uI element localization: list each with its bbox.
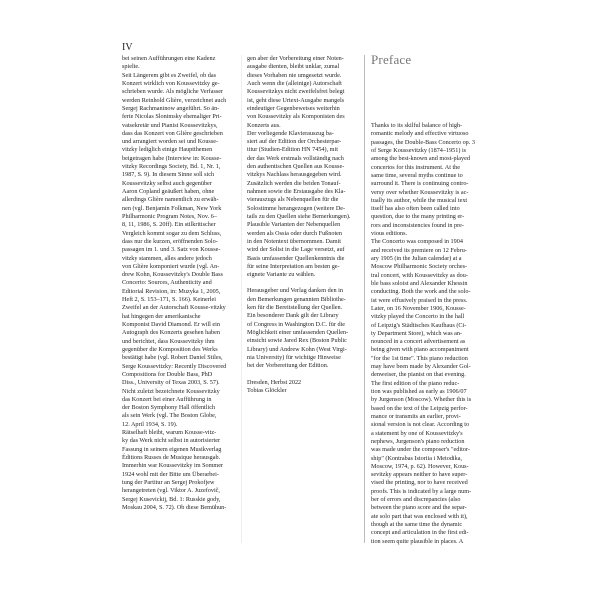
text-line: für seine Interpretation am besten ge- bbox=[247, 262, 340, 270]
text-line: nia University) für wichtige Hinweise bbox=[247, 353, 341, 361]
text-line: and received its premiere on 12 Febru- bbox=[371, 246, 467, 254]
text-line: Herausgeber und Verlag danken den in bbox=[247, 287, 343, 295]
text-line: tral concert, with Koussevitzky as dou- bbox=[371, 271, 468, 279]
text-line: ausgabe dienten, bleibt unklar, zumal bbox=[247, 63, 340, 71]
text-line: was made under the composer's "editor- bbox=[371, 446, 470, 454]
text-line: same time, several myths continue to bbox=[371, 171, 463, 179]
text-line: das Konzert bei einer Aufführung in bbox=[122, 395, 212, 403]
text-line: ble bass soloist and Alexander Khessin bbox=[371, 279, 468, 287]
text-line: Later, on 16 November 1906, Kousse- bbox=[371, 304, 466, 312]
text-line: Heft 2, S. 153–171, S. 166). Keinerlei bbox=[122, 296, 217, 304]
text-line: von Glière komponiert wurde (vgl. An- bbox=[122, 262, 220, 270]
text-line: 1987, S. 9). In diesem Sinne soll sich bbox=[122, 171, 215, 179]
text-line: nephews, Jurgenson's piano reduction bbox=[371, 437, 465, 445]
language-divider bbox=[364, 55, 365, 543]
text-line: dass das Konzert von Glière geschrieben bbox=[122, 129, 223, 137]
text-line: sevitzky appears neither to have super- bbox=[371, 471, 468, 479]
text-line: der Boston Symphony Hall öffentlich bbox=[122, 404, 216, 412]
text-line: Thanks to its skilful balance of high- bbox=[371, 122, 463, 129]
text-line: Zweifel an der Autorschaft Kousse-vitzky bbox=[122, 304, 226, 312]
text-line: Philharmonic Program Notes, Nov. 6– bbox=[122, 212, 217, 220]
text-line: Library) und Andrew Kohn (West Virgi- bbox=[247, 345, 347, 353]
text-line: vitzky Recordings Society, Bd. 1, Nr. 1, bbox=[122, 163, 221, 171]
preface-title: Preface bbox=[371, 52, 412, 67]
text-line: tion seem quite plausible in places. A bbox=[371, 537, 464, 545]
text-line: surround it. There is continuing contro- bbox=[371, 180, 469, 188]
text-line: ken für die Bereitstellung der Quellen. bbox=[247, 304, 343, 312]
text-line: titur (Studien-Edition HN 7454), mit bbox=[247, 146, 338, 154]
text-line: may have been made by Alexander Gol- bbox=[371, 363, 471, 371]
text-line: Moscow, 1974, p. 62). However, Kous- bbox=[371, 462, 469, 470]
text-line: werden Reinhold Glière, verzeichnet auch bbox=[122, 96, 227, 104]
text-line: Seit Längerem gibt es Zweifel, ob das bbox=[122, 71, 216, 79]
text-line: ber of errors and discrepancies (also bbox=[371, 496, 461, 504]
text-line: sional version is not clear. According to bbox=[371, 421, 470, 429]
text-line: vitzky played the Concerto in the hall bbox=[371, 313, 465, 321]
text-line: ist were effusively praised in the press. bbox=[371, 296, 468, 304]
text-line: dass nur die kurzen, eröffnenden Solo- bbox=[122, 237, 218, 245]
text-line: Sergej Kusevickij, Bd. 1: Russkie gody, bbox=[122, 495, 221, 503]
text-line: concertos for this instrument. At the bbox=[371, 163, 461, 171]
text-line: Basis umfassender Quellenkenntnis die bbox=[247, 254, 345, 262]
text-line: passages, the Double-Bass Concerto op. 3 bbox=[371, 138, 475, 146]
text-line: ist, geht diese Urtext-Ausgabe mangels bbox=[247, 96, 345, 104]
text-line: bei seinen Aufführungen eine Kadenz bbox=[122, 55, 216, 62]
text-line: beigetragen habe (Interview in: Kousse- bbox=[122, 154, 222, 162]
text-line: Tobias Glöckler bbox=[247, 386, 287, 394]
text-line: Sergej Rachmaninow angeführt. So än- bbox=[122, 104, 220, 112]
text-line: 1924 wohl mit der Bitte um Überarbei- bbox=[122, 470, 219, 478]
text-line: by Jurgenson (Moscow). Whether this is bbox=[371, 396, 472, 404]
text-line: Moskau 2004, S. 72). Ob diese Bemühun- bbox=[122, 503, 227, 511]
text-line: Moscow Philharmonic Society orches- bbox=[371, 263, 468, 271]
text-line: concept and articulation in the first edi- bbox=[371, 529, 469, 537]
german-column-2 bbox=[247, 55, 361, 395]
text-line: of Leipzig's Städtisches Kaufhaus (Ci- bbox=[371, 321, 467, 329]
text-line: 8, 11, 1986, S. 20ff). Ein stilkritischer bbox=[122, 221, 216, 229]
text-line: wird der Solist in die Lage versetzt, auf bbox=[247, 246, 345, 254]
text-line: Autograph des Konzerts gesehen haben bbox=[122, 329, 220, 337]
text-line: ate solo part that was enclosed with it), bbox=[371, 512, 468, 520]
text-line: vious editions. bbox=[371, 230, 408, 238]
text-line: nounced in a concert advertisement as bbox=[371, 338, 466, 346]
text-line: bestätigt habe (vgl. Robert Daniel Stiles, bbox=[122, 354, 223, 362]
text-line: "for the 1st time". This piano reduction bbox=[371, 354, 468, 362]
text-line: being given with piano accompaniment bbox=[371, 346, 469, 354]
text-line: und arrangiert worden sei und Kousse- bbox=[122, 138, 219, 146]
text-line: Konzert wirklich von Koussevitzky ge- bbox=[122, 79, 220, 87]
text-line: Compositions for Double Bass, PhD bbox=[122, 370, 213, 378]
text-line: Möglichkeit einer umfassenden Quellen- bbox=[247, 329, 349, 336]
text-line: Zusätzlich werden die beiden Tonauf- bbox=[247, 179, 341, 187]
column-divider bbox=[241, 55, 242, 543]
text-line: Diss., University of Texas 2003, S. 57). bbox=[122, 379, 220, 387]
text-line: mance or transmits an earlier, provi- bbox=[371, 412, 461, 420]
text-line: allerdings Glière namentlich zu erwäh- bbox=[122, 196, 219, 204]
text-line: Immerhin war Koussevitzky im Sommer bbox=[122, 462, 224, 470]
text-line: gen aber der Vorbereitung einer Noten- bbox=[247, 55, 344, 62]
text-line: einsicht sowie Jared Rex (Boston Public bbox=[247, 337, 347, 345]
text-line: The Concerto was composed in 1904 bbox=[371, 238, 463, 246]
text-line: ary 1905 (in the Julian calendar) at a bbox=[371, 255, 462, 262]
text-line: tually its author, while the musical text bbox=[371, 196, 468, 204]
text-line: ferte Nicolas Slonimsky ehemaliger Pri- bbox=[122, 113, 222, 121]
text-line: Fassung in seinem eigenen Musikverlag bbox=[122, 445, 222, 453]
text-line: in den Notentext übernommen. Damit bbox=[247, 237, 341, 245]
text-line: den authentischen Quellen aus Kousse- bbox=[247, 163, 345, 171]
text-line: vised the printing, nor to have received bbox=[371, 479, 468, 487]
text-line: romantic melody and effective virtuoso bbox=[371, 130, 469, 138]
text-line: tails zu den Quellen siehe Bemerkungen). bbox=[247, 212, 351, 220]
text-line: Aaron Copland geäußert haben, ohne bbox=[122, 188, 215, 195]
text-line: 12. April 1934, S. 19). bbox=[122, 420, 178, 428]
text-line: Auch wenn die (alleinige) Autorschaft bbox=[247, 79, 342, 87]
text-line: nen (vgl. Benjamin Folkman, New York bbox=[122, 204, 222, 212]
text-line: spielte. bbox=[122, 63, 140, 71]
text-line: ky das Werk nicht selbst in autorisierter bbox=[122, 437, 221, 445]
text-line: vierauszugs als Nebenquellen für die bbox=[247, 196, 339, 204]
text-line: Vergleich kommt sogar zu dem Schluss, bbox=[122, 229, 222, 237]
text-line: und berichtet, dass Koussevitzky ihm bbox=[122, 337, 215, 345]
text-line: hat hingegen der amerikanische bbox=[122, 312, 201, 320]
text-line: schrieben wurde. Als mögliche Verfasser bbox=[122, 88, 224, 96]
text-line: Solostimme herangezogen (weitere De- bbox=[247, 204, 346, 212]
text-line: Editorial Revision, in: Muzyka 1, 2005, bbox=[122, 287, 221, 295]
text-line: among the best-known and most-played bbox=[371, 155, 470, 163]
paragraph-gap bbox=[247, 279, 361, 287]
text-line: Ein besonderer Dank gilt der Library bbox=[247, 312, 339, 320]
text-line: tion was published as early as 1906/07 bbox=[371, 388, 467, 395]
text-line: vitzky stammen, alles andere jedoch bbox=[122, 254, 212, 262]
text-line: werden als Ossia oder durch Fußnoten bbox=[247, 229, 343, 237]
text-line: Konzerts aus. bbox=[247, 121, 281, 129]
text-line: Der vorliegende Klavierauszug ba- bbox=[247, 129, 334, 137]
text-line: a statement by one of Koussevitzky's bbox=[371, 429, 463, 437]
text-line: based on the text of the Leipzig perfor- bbox=[371, 404, 468, 412]
german-column-1 bbox=[122, 55, 236, 512]
text-line: eignete Variante zu wählen. bbox=[247, 271, 316, 279]
text-line: proofs. This is indicated by a large num- bbox=[371, 487, 472, 495]
text-line: drew Kohn, Koussevitzky's Double Bass bbox=[122, 271, 223, 279]
text-line: siert auf der Edition der Orchesterpar- bbox=[247, 138, 342, 146]
text-line: Serge Koussevitzky: Recently Discovered bbox=[122, 362, 227, 370]
page-number: IV bbox=[122, 42, 133, 53]
text-line: versy over whether Koussevitzky is ac- bbox=[371, 188, 469, 196]
paragraph-gap bbox=[247, 371, 361, 379]
text-line: vitzky lediglich einige Hauptthemen bbox=[122, 146, 213, 154]
text-line: question, due to the many printing er- bbox=[371, 213, 465, 221]
text-line: Koussevitzky selbst auch gegenüber bbox=[122, 179, 212, 187]
text-line: Éditions Russes de Musique herausgab. bbox=[122, 454, 221, 461]
text-line: gegenüber die Komposition des Werks bbox=[122, 345, 218, 353]
text-line: of Serge Koussevitzky (1874–1951) is bbox=[371, 146, 467, 154]
text-line: vatsekretär und Pianist Koussevitzkys, bbox=[122, 121, 218, 129]
text-line: Plausible Varianten der Nebenquellen bbox=[247, 221, 341, 229]
text-line: Nicht zuletzt bezeichnete Koussevitzky bbox=[122, 387, 220, 395]
text-line: vitzkys Nachlass herausgegeben wird. bbox=[247, 171, 342, 179]
english-column bbox=[371, 122, 481, 546]
text-line: Dresden, Herbst 2022 bbox=[247, 378, 302, 386]
text-line: itself has also often been called into bbox=[371, 205, 460, 213]
text-line: eindeutiger Gegenbeweises weiterhin bbox=[247, 104, 340, 112]
text-line: den Bemerkungen genannten Bibliothe- bbox=[247, 295, 346, 303]
text-line: between the piano score and the separ- bbox=[371, 504, 467, 512]
text-line: Concerto: Sources, Authenticity and bbox=[122, 279, 212, 287]
text-line: The first edition of the piano reduc- bbox=[371, 379, 460, 387]
text-line: tung der Partitur an Sergej Prokofjew bbox=[122, 478, 215, 486]
text-line: passagen im 1. und 3. Satz von Kousse- bbox=[122, 246, 221, 254]
text-line: of Congress in Washington D.C. für die bbox=[247, 320, 346, 328]
text-line: von Koussevitzky als Komponisten des bbox=[247, 113, 345, 121]
text-line: ty Department Store), which was an- bbox=[371, 329, 463, 337]
text-line: ship" (Kontrabas Istoriia i Metodika, bbox=[371, 454, 463, 462]
text-line: Rätselhaft bleibt, warum Kousse-vitz- bbox=[122, 429, 217, 437]
text-line: conducting. Both the work and the solo- bbox=[371, 288, 471, 296]
text-line: Koussevitzkys nicht zweifelsfrei belegt bbox=[247, 88, 345, 96]
text-line: nahmen sowie die Erstausgabe des Kla- bbox=[247, 188, 346, 195]
text-line: der das Werk erstmals vollständig nach bbox=[247, 154, 344, 162]
text-line: rors and inconsistencies found in pre- bbox=[371, 221, 464, 229]
text-line: bei der Vorbereitung der Edition. bbox=[247, 362, 329, 370]
text-line: denweiser, the pianist on that evening. bbox=[371, 371, 466, 379]
text-line: dieses Vorhaben nie umgesetzt wurde. bbox=[247, 71, 342, 79]
text-line: though at the same time the dynamic bbox=[371, 521, 463, 528]
text-line: Komponist David Diamond. Er will ein bbox=[122, 321, 220, 328]
text-line: als sein Werk (vgl. The Boston Globe, bbox=[122, 412, 217, 420]
text-line: herangetreten (vgl. Viktor A. Juzefovič, bbox=[122, 487, 220, 495]
